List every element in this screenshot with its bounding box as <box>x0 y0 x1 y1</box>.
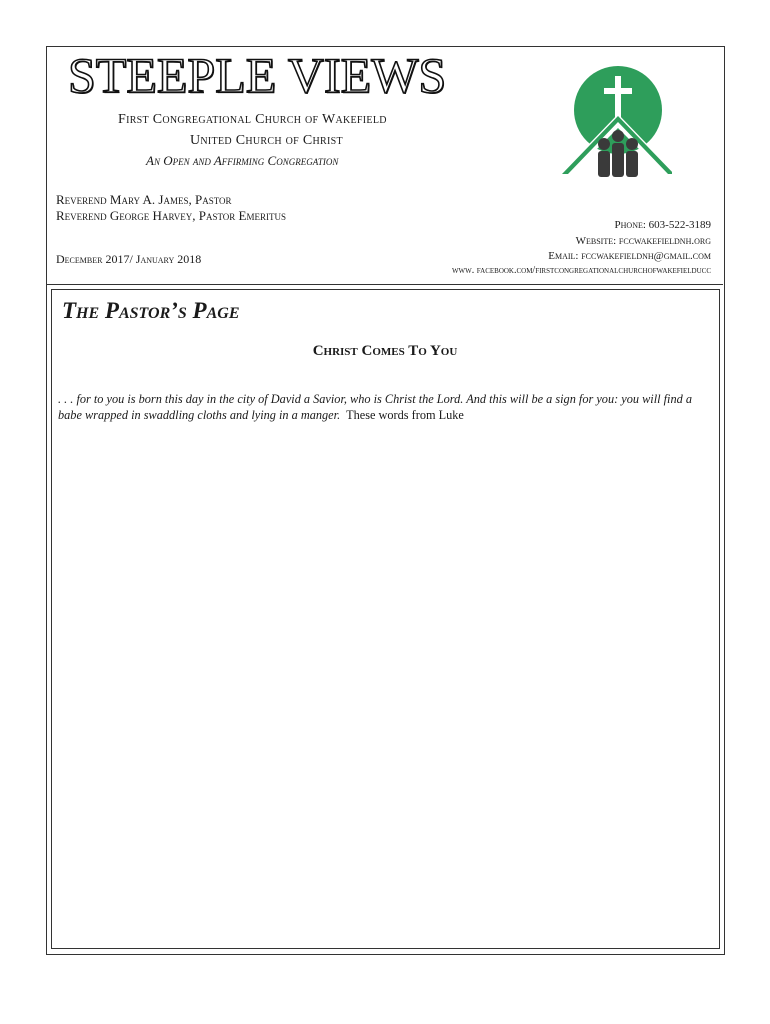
article-body <box>58 391 712 423</box>
masthead-title: STEEPLE VIEWS <box>68 47 447 103</box>
church-name: First Congregational Church of Wakefield <box>118 112 387 127</box>
article-title: Christ Comes To You <box>312 343 458 359</box>
pastor-emeritus-line: Reverend George Harvey, Pastor Emeritus <box>56 208 286 223</box>
church-affiliation: United Church of Christ <box>190 133 343 148</box>
phone: Phone: 603-522-3189 <box>614 219 711 231</box>
email-link[interactable]: Email: fccwakefieldnh@gmail.com <box>548 250 711 262</box>
church-cross-logo-icon <box>560 66 672 178</box>
pastor-line: Reverend Mary A. James, Pastor <box>56 192 232 207</box>
issue-date: December 2017/ January 2018 <box>56 252 202 266</box>
scripture-quote: . . . for to you is born this day in the city of David a Savior, who is Christ the Lord. And this will be a sign for you: you will find a babe wrapped in swaddling cloths and lying in a manger. <box>58 392 692 422</box>
content-frame <box>51 289 720 949</box>
website-link[interactable]: Website: fccwakefieldnh.org <box>575 235 711 247</box>
section-title: The Pastor’s Page <box>62 298 240 323</box>
church-tagline: An Open and Affirming Congregation <box>146 153 339 168</box>
article-text: These words from Luke <box>346 408 464 422</box>
facebook-link[interactable]: www. facebook.com/firstcongregationalchurchofwakefielducc <box>451 265 711 276</box>
